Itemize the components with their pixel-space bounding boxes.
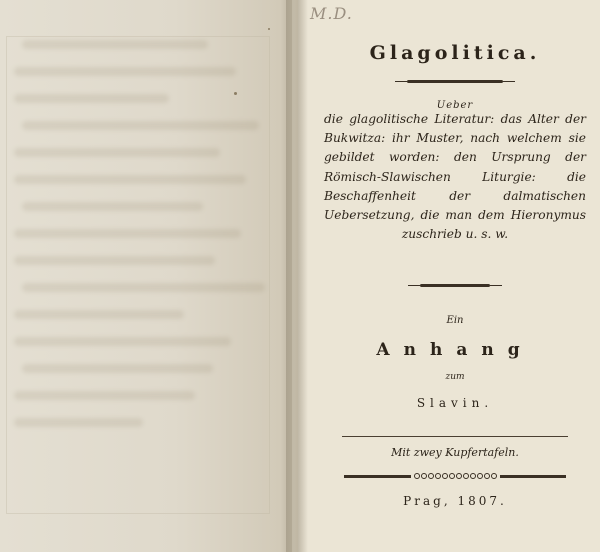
title-page: [298, 0, 600, 552]
chain-bead: [456, 473, 462, 479]
chain-bead: [477, 473, 483, 479]
chain-bead: [442, 473, 448, 479]
chain-bead: [449, 473, 455, 479]
show-through-line: [14, 175, 246, 184]
zum-label: zum: [445, 372, 465, 382]
foxing-spot: [268, 28, 270, 30]
chain-bead: [484, 473, 490, 479]
chain-beads: [411, 473, 500, 479]
chain-rule: [344, 471, 566, 481]
ein-label: Ein: [446, 315, 464, 326]
anhang-heading: Anhang: [376, 340, 534, 360]
chain-bead: [428, 473, 434, 479]
show-through-line: [14, 418, 143, 427]
page-edge-shadow: [298, 0, 308, 552]
imprint: Prag, 1807.: [403, 494, 507, 508]
foxing-spot: [234, 92, 237, 95]
thin-rule: [342, 436, 568, 437]
slavin-label: Slavin.: [416, 396, 494, 410]
show-through-line: [22, 283, 265, 292]
show-through-line: [14, 391, 195, 400]
show-through-text: [8, 40, 266, 500]
show-through-line: [14, 229, 241, 238]
show-through-line: [14, 337, 231, 346]
plates-note: Mit zwey Kupfertafeln.: [391, 446, 519, 459]
show-through-line: [14, 67, 236, 76]
show-through-line: [22, 364, 213, 373]
handwritten-inscription: M.D.: [310, 4, 353, 23]
chain-bead: [470, 473, 476, 479]
show-through-line: [22, 40, 208, 49]
chain-bead: [463, 473, 469, 479]
chain-bead: [414, 473, 420, 479]
show-through-line: [14, 310, 184, 319]
chain-bead: [435, 473, 441, 479]
ueber-label: Ueber: [436, 100, 474, 111]
subtitle-text: die glagolitische Literatur: das Alter der Bukwitza: ihr Muster, nach welchem sie gebildet worden: den Ursprung der Römisch-Slawischen Liturgie: die Beschaffenheit der dalmatischen Uebersetzung, die man dem Hieronymus zuschrieb u. s. w.: [324, 112, 586, 242]
show-through-line: [14, 256, 215, 265]
show-through-line: [22, 202, 203, 211]
book-title: Glagolitica.: [369, 42, 541, 64]
left-page: [0, 0, 292, 552]
ornamental-rule: [420, 284, 490, 287]
show-through-line: [14, 148, 220, 157]
ornamental-rule: [407, 80, 503, 83]
show-through-line: [14, 94, 169, 103]
title-page-content: [322, 0, 588, 552]
show-through-line: [22, 121, 259, 130]
chain-bead: [421, 473, 427, 479]
chain-bead: [491, 473, 497, 479]
